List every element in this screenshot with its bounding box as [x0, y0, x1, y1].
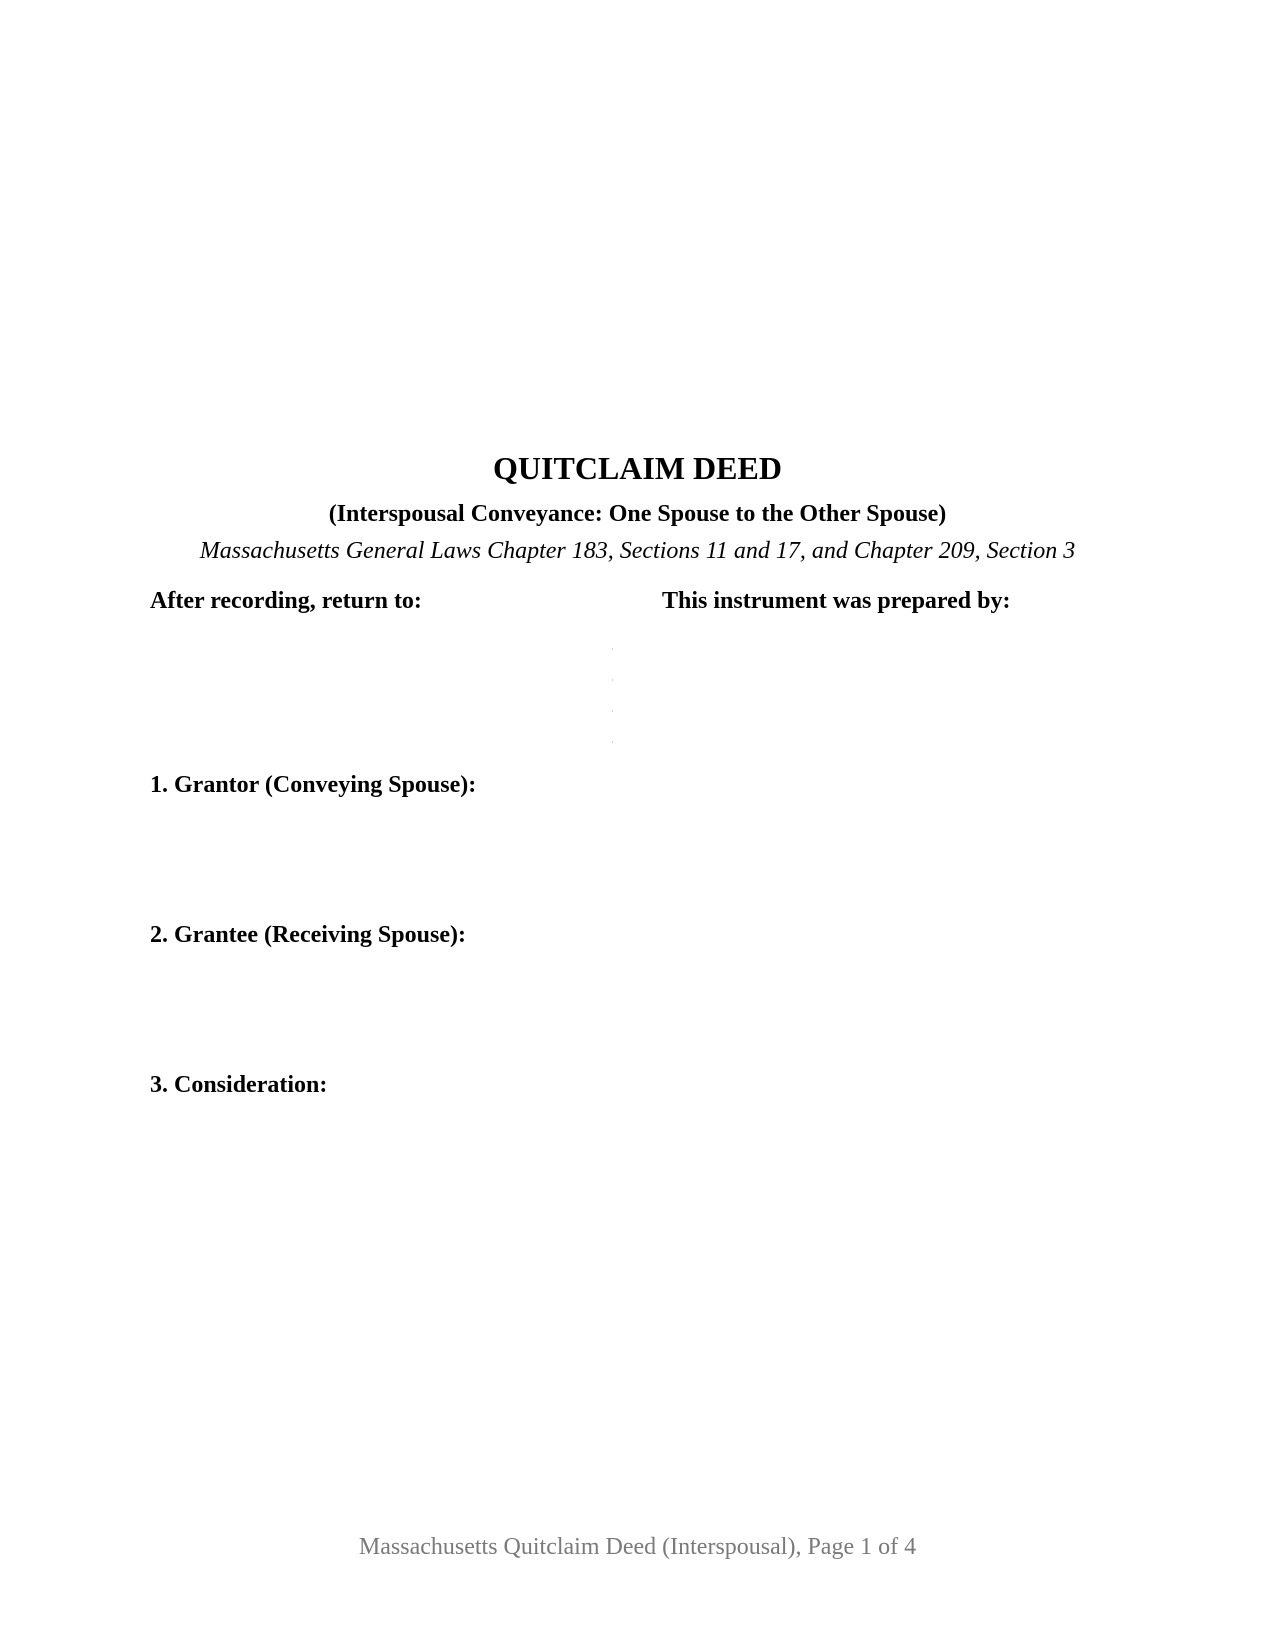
grantor-heading: 1. Grantor (Conveying Spouse): — [150, 772, 477, 798]
document-title: QUITCLAIM DEED — [493, 450, 782, 486]
document-subtitle: (Interspousal Conveyance: One Spouse to the Other Spouse) — [328, 501, 947, 527]
prepared-by-label: This instrument was prepared by: — [662, 588, 1011, 614]
column-divider — [612, 648, 613, 758]
consideration-heading: 3. Consideration: — [150, 1072, 328, 1098]
statute-reference: Massachusetts General Laws Chapter 183, Sections 11 and 17, and Chapter 209, Section 3 — [199, 538, 1076, 564]
page-footer: Massachusetts Quitclaim Deed (Interspousal), Page 1 of 4 — [358, 1534, 917, 1560]
return-to-label: After recording, return to: — [150, 588, 422, 614]
grantee-heading: 2. Grantee (Receiving Spouse): — [150, 922, 466, 948]
